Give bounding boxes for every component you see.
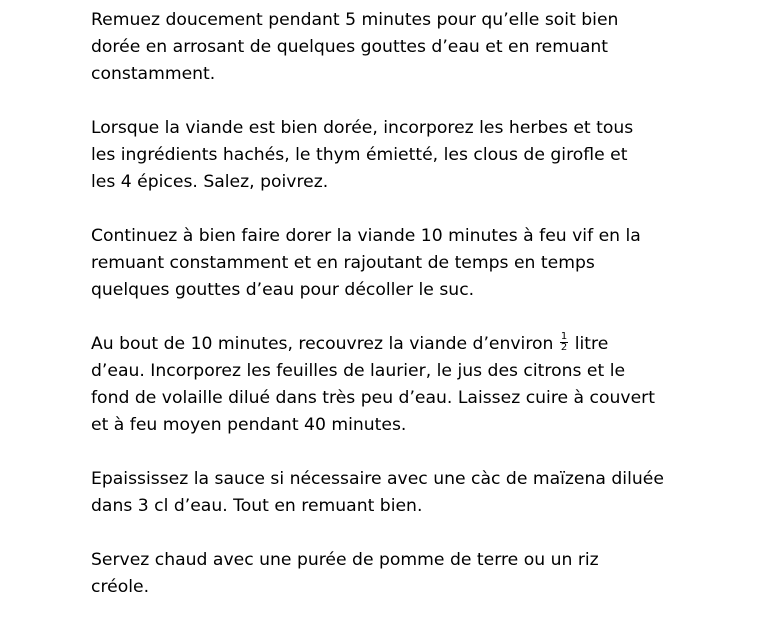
recipe-document (91, 7, 691, 628)
text-line: quelques gouttes d’eau pour décoller le suc. (91, 280, 475, 300)
fraction-denominator: 2 (560, 342, 568, 353)
text-segment: litre (569, 334, 609, 354)
text-line-with-fraction (91, 331, 691, 358)
text-line: Servez chaud avec une purée de pomme de terre ou un riz (91, 550, 599, 570)
text-line: créole. (91, 577, 150, 597)
paragraph-continue (91, 223, 691, 304)
paragraph-serve (91, 547, 691, 601)
text-line: fond de volaille dilué dans très peu d’eau. Laissez cuire à couvert (91, 388, 655, 408)
text-line: et à feu moyen pendant 40 minutes. (91, 415, 407, 435)
text-line: remuant constamment et en rajoutant de temps en temps (91, 253, 595, 273)
text-line: les ingrédients hachés, le thym émietté, les clous de girofle et (91, 145, 628, 165)
text-line: d’eau. Incorporez les feuilles de laurier, le jus des citrons et le (91, 361, 626, 381)
text-segment: Au bout de 10 minutes, recouvrez la viande d’environ (91, 334, 559, 354)
text-line: Continuez à bien faire dorer la viande 10 minutes à feu vif en la (91, 226, 641, 246)
paragraph-browning (91, 7, 691, 88)
text-line: Lorsque la viande est bien dorée, incorporez les herbes et tous (91, 118, 634, 138)
text-line: Epaississez la sauce si nécessaire avec une càc de maïzena diluée (91, 469, 664, 489)
fraction (560, 332, 568, 353)
paragraph-herbs (91, 115, 691, 196)
text-line: dans 3 cl d’eau. Tout en remuant bien. (91, 496, 423, 516)
paragraph-water (91, 331, 691, 439)
paragraph-thicken (91, 466, 691, 520)
text-line: dorée en arrosant de quelques gouttes d’eau et en remuant (91, 37, 609, 57)
text-line: les 4 épices. Salez, poivrez. (91, 172, 329, 192)
text-line: Remuez doucement pendant 5 minutes pour qu’elle soit bien (91, 10, 619, 30)
fraction-numerator: 1 (560, 331, 568, 342)
text-line: constamment. (91, 64, 216, 84)
